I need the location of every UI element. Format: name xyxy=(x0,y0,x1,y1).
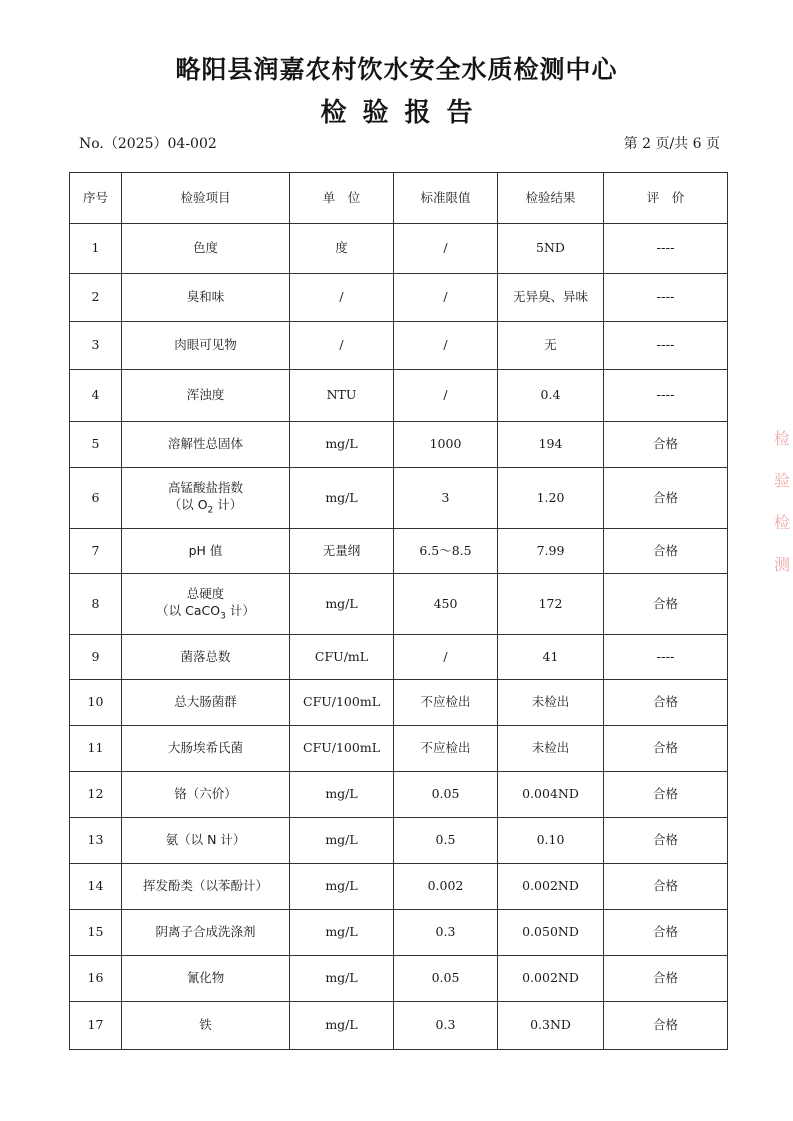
cell-result: 无异臭、异味 xyxy=(498,274,604,322)
cell-item: 色度 xyxy=(122,224,290,274)
cell-limit: 不应检出 xyxy=(394,680,498,726)
cell-no: 9 xyxy=(70,635,122,680)
cell-item: 臭和味 xyxy=(122,274,290,322)
cell-eval: 合格 xyxy=(604,772,728,818)
cell-eval: ---- xyxy=(604,370,728,422)
cell-limit: 0.05 xyxy=(394,772,498,818)
cell-item: 氰化物 xyxy=(122,956,290,1002)
cell-unit: mg/L xyxy=(290,1002,394,1050)
cell-item-basis-post: 计） xyxy=(225,602,255,618)
cell-result: 0.4 xyxy=(498,370,604,422)
cell-item: 溶解性总固体 xyxy=(122,422,290,468)
col-header-unit: 单 位 xyxy=(290,173,394,224)
col-header-limit: 标准限值 xyxy=(394,173,498,224)
cell-result: 无 xyxy=(498,322,604,370)
report-number: No.（2025）04-002 xyxy=(79,136,217,152)
cell-unit: mg/L xyxy=(290,422,394,468)
cell-result: 172 xyxy=(498,574,604,635)
cell-result: 0.050ND xyxy=(498,910,604,956)
cell-limit: 0.3 xyxy=(394,910,498,956)
cell-eval: 合格 xyxy=(604,468,728,529)
cell-result: 5ND xyxy=(498,224,604,274)
table-row xyxy=(70,422,728,468)
cell-item: 肉眼可见物 xyxy=(122,322,290,370)
cell-result: 0.3ND xyxy=(498,1002,604,1050)
cell-item-basis xyxy=(124,603,287,623)
cell-no: 15 xyxy=(70,910,122,956)
cell-limit: 3 xyxy=(394,468,498,529)
cell-eval: 合格 xyxy=(604,956,728,1002)
cell-result: 0.10 xyxy=(498,818,604,864)
table-row xyxy=(70,370,728,422)
cell-limit: 0.5 xyxy=(394,818,498,864)
cell-no: 13 xyxy=(70,818,122,864)
cell-no: 14 xyxy=(70,864,122,910)
cell-limit: 6.5～8.5 xyxy=(394,529,498,574)
col-header-eval: 评 价 xyxy=(604,173,728,224)
table-row xyxy=(70,224,728,274)
cell-unit: mg/L xyxy=(290,574,394,635)
cell-eval: 合格 xyxy=(604,422,728,468)
cell-unit: / xyxy=(290,322,394,370)
cell-item xyxy=(122,574,290,635)
cell-eval: 合格 xyxy=(604,910,728,956)
cell-no: 16 xyxy=(70,956,122,1002)
cell-limit: / xyxy=(394,322,498,370)
cell-no: 7 xyxy=(70,529,122,574)
table-row xyxy=(70,529,728,574)
cell-item: 菌落总数 xyxy=(122,635,290,680)
table-row xyxy=(70,772,728,818)
cell-unit: mg/L xyxy=(290,956,394,1002)
cell-eval: 合格 xyxy=(604,1002,728,1050)
cell-no: 3 xyxy=(70,322,122,370)
table-row xyxy=(70,1002,728,1050)
cell-item: 总大肠菌群 xyxy=(122,680,290,726)
cell-no: 8 xyxy=(70,574,122,635)
cell-limit: 0.002 xyxy=(394,864,498,910)
cell-limit: 450 xyxy=(394,574,498,635)
cell-result: 未检出 xyxy=(498,680,604,726)
table-header-row xyxy=(70,173,728,224)
col-header-no: 序号 xyxy=(70,173,122,224)
cell-limit: 不应检出 xyxy=(394,726,498,772)
cell-eval: 合格 xyxy=(604,574,728,635)
page-info: 第 2 页/共 6 页 xyxy=(623,136,720,152)
col-header-result: 检验结果 xyxy=(498,173,604,224)
cell-eval: 合格 xyxy=(604,529,728,574)
cell-eval: ---- xyxy=(604,274,728,322)
cell-eval: 合格 xyxy=(604,726,728,772)
cell-result: 194 xyxy=(498,422,604,468)
table-row xyxy=(70,956,728,1002)
cell-item-name: 高锰酸盐指数 xyxy=(167,479,243,495)
cell-item-basis-subscript: 3 xyxy=(220,611,226,622)
cell-no: 6 xyxy=(70,468,122,529)
cell-eval: 合格 xyxy=(604,680,728,726)
cell-no: 12 xyxy=(70,772,122,818)
cell-item-basis xyxy=(124,497,287,517)
table-row xyxy=(70,680,728,726)
cell-no: 17 xyxy=(70,1002,122,1050)
cell-unit: 无量纲 xyxy=(290,529,394,574)
table-row xyxy=(70,910,728,956)
cell-eval: ---- xyxy=(604,224,728,274)
cell-unit: NTU xyxy=(290,370,394,422)
red-seal-fragment: 检验检测 xyxy=(773,429,790,574)
cell-limit: / xyxy=(394,370,498,422)
cell-item-basis-pre: （以 O xyxy=(168,496,208,512)
table-row xyxy=(70,322,728,370)
cell-result: 0.002ND xyxy=(498,956,604,1002)
table-row xyxy=(70,468,728,529)
cell-item: 阴离子合成洗涤剂 xyxy=(122,910,290,956)
cell-eval: ---- xyxy=(604,635,728,680)
cell-eval: 合格 xyxy=(604,864,728,910)
cell-item-name: 总硬度 xyxy=(186,585,225,601)
cell-result: 未检出 xyxy=(498,726,604,772)
cell-limit: / xyxy=(394,635,498,680)
cell-unit: mg/L xyxy=(290,864,394,910)
inspection-table xyxy=(69,172,728,1050)
cell-no: 5 xyxy=(70,422,122,468)
table-row xyxy=(70,864,728,910)
cell-unit: mg/L xyxy=(290,818,394,864)
cell-item: 铁 xyxy=(122,1002,290,1050)
cell-item: pH 值 xyxy=(122,529,290,574)
cell-unit: CFU/mL xyxy=(290,635,394,680)
table-row xyxy=(70,635,728,680)
report-title: 检验报告 xyxy=(320,98,489,128)
cell-unit: / xyxy=(290,274,394,322)
cell-result: 1.20 xyxy=(498,468,604,529)
cell-item-basis-pre: （以 CaCO xyxy=(156,602,221,618)
cell-unit: mg/L xyxy=(290,910,394,956)
cell-unit: 度 xyxy=(290,224,394,274)
cell-no: 4 xyxy=(70,370,122,422)
cell-item: 铬（六价） xyxy=(122,772,290,818)
cell-result: 0.004ND xyxy=(498,772,604,818)
cell-unit: mg/L xyxy=(290,468,394,529)
cell-eval: ---- xyxy=(604,322,728,370)
cell-no: 10 xyxy=(70,680,122,726)
cell-no: 1 xyxy=(70,224,122,274)
cell-item: 氨（以 N 计） xyxy=(122,818,290,864)
org-title: 略阳县润嘉农村饮水安全水质检测中心 xyxy=(175,55,618,84)
cell-item: 浑浊度 xyxy=(122,370,290,422)
cell-limit: 0.3 xyxy=(394,1002,498,1050)
table-row xyxy=(70,574,728,635)
cell-result: 0.002ND xyxy=(498,864,604,910)
cell-result: 7.99 xyxy=(498,529,604,574)
cell-eval: 合格 xyxy=(604,818,728,864)
cell-unit: CFU/100mL xyxy=(290,680,394,726)
table-row xyxy=(70,274,728,322)
table-row xyxy=(70,726,728,772)
cell-item: 大肠埃希氏菌 xyxy=(122,726,290,772)
col-header-item: 检验项目 xyxy=(122,173,290,224)
cell-limit: 1000 xyxy=(394,422,498,468)
cell-limit: 0.05 xyxy=(394,956,498,1002)
cell-item-basis-subscript: 2 xyxy=(207,505,214,516)
cell-limit: / xyxy=(394,224,498,274)
cell-item xyxy=(122,468,290,529)
cell-item: 挥发酚类（以苯酚计） xyxy=(122,864,290,910)
cell-no: 11 xyxy=(70,726,122,772)
cell-unit: mg/L xyxy=(290,772,394,818)
cell-no: 2 xyxy=(70,274,122,322)
cell-item-basis-post: 计） xyxy=(213,496,243,512)
cell-unit: CFU/100mL xyxy=(290,726,394,772)
cell-result: 41 xyxy=(498,635,604,680)
cell-limit: / xyxy=(394,274,498,322)
table-row xyxy=(70,818,728,864)
